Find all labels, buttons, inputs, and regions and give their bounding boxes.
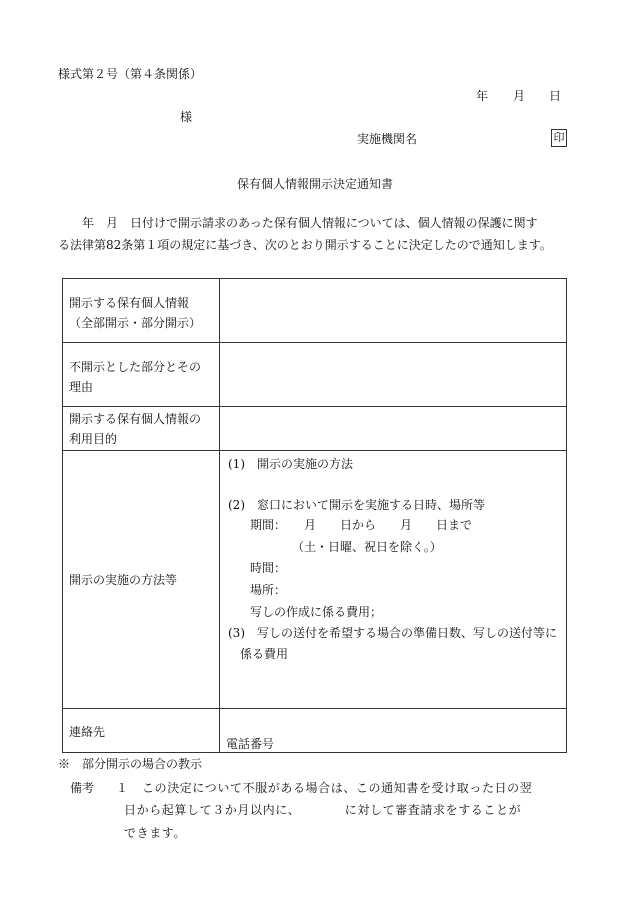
row-label-text: 理由: [69, 380, 94, 394]
row-value-method: [220, 451, 567, 709]
row-label-contact: 連絡先: [63, 709, 220, 753]
method-item-3-cont: 係る費用: [240, 647, 289, 661]
method-copy-cost: 写しの作成に係る費用；: [250, 605, 383, 619]
method-time: 時間：: [250, 561, 287, 575]
row-value-contact: [220, 709, 567, 753]
row-label-text: 開示する保有個人情報の: [69, 412, 202, 426]
method-item-2: (2) 窓口において開示を実施する日時、場所等: [228, 498, 485, 512]
page-title: 保有個人情報開示決定通知書: [237, 177, 394, 191]
date-month-label: 月: [513, 89, 526, 103]
partial-disclosure-note: ※ 部分開示の場合の教示: [58, 757, 203, 771]
remarks-label: 備考: [70, 781, 95, 795]
table-row: [63, 451, 567, 709]
intro-line-1: 年 月 日付けで開示請求のあった保有個人情報については、個人情報の保護に関す: [58, 216, 538, 230]
method-excluding: （土・日曜、祝日を除く。）: [292, 540, 442, 554]
row-value-disclosed-info: [220, 279, 567, 343]
date-year-label: 年: [476, 89, 489, 103]
method-period: 期間： 月 日から 月 日まで: [250, 518, 473, 532]
row-value-purpose: [220, 407, 567, 451]
row-label-text: 開示する保有個人情報: [69, 296, 190, 310]
remarks-number: １: [116, 781, 129, 795]
table-row: [63, 343, 567, 407]
row-label-text: （全部開示・部分開示）: [69, 316, 202, 330]
intro-line-2: る法律第82条第１項の規定に基づき、次のとおり開示することに決定したので通知します。: [58, 238, 552, 252]
table-row: [63, 279, 567, 343]
remarks-line-1: この決定について不服がある場合は、この通知書を受け取った日の翌: [142, 781, 533, 795]
row-label-text: 不開示とした部分とその: [69, 360, 202, 374]
row-label-disclosed-info: [63, 279, 220, 343]
phone-label: 電話番号: [226, 737, 275, 751]
seal-mark: 印: [551, 129, 567, 147]
row-label-text: 利用目的: [69, 432, 118, 446]
method-place: 場所：: [250, 583, 287, 597]
form-number: 様式第２号（第４条関係）: [58, 67, 203, 81]
remarks-line-3: できます。: [124, 826, 187, 840]
remarks-line-2: 日から起算して３か月以内に、 に対して審査請求をすることが: [124, 803, 522, 817]
method-item-1: (1) 開示の実施の方法: [228, 457, 353, 471]
agency-name-label: 実施機関名: [357, 132, 418, 146]
table-row: [63, 407, 567, 451]
row-label-nondisclosure: [63, 343, 220, 407]
decision-table: [62, 278, 567, 753]
method-item-3: (3) 写しの送付を希望する場合の準備日数、写しの送付等に: [228, 626, 558, 640]
addressee-suffix: 様: [180, 110, 193, 124]
row-value-nondisclosure: [220, 343, 567, 407]
table-row: [63, 709, 567, 753]
row-label-purpose: [63, 407, 220, 451]
intro-paragraph: [58, 212, 578, 256]
date-day-label: 日: [549, 89, 562, 103]
row-label-method: 開示の実施の方法等: [63, 451, 220, 709]
